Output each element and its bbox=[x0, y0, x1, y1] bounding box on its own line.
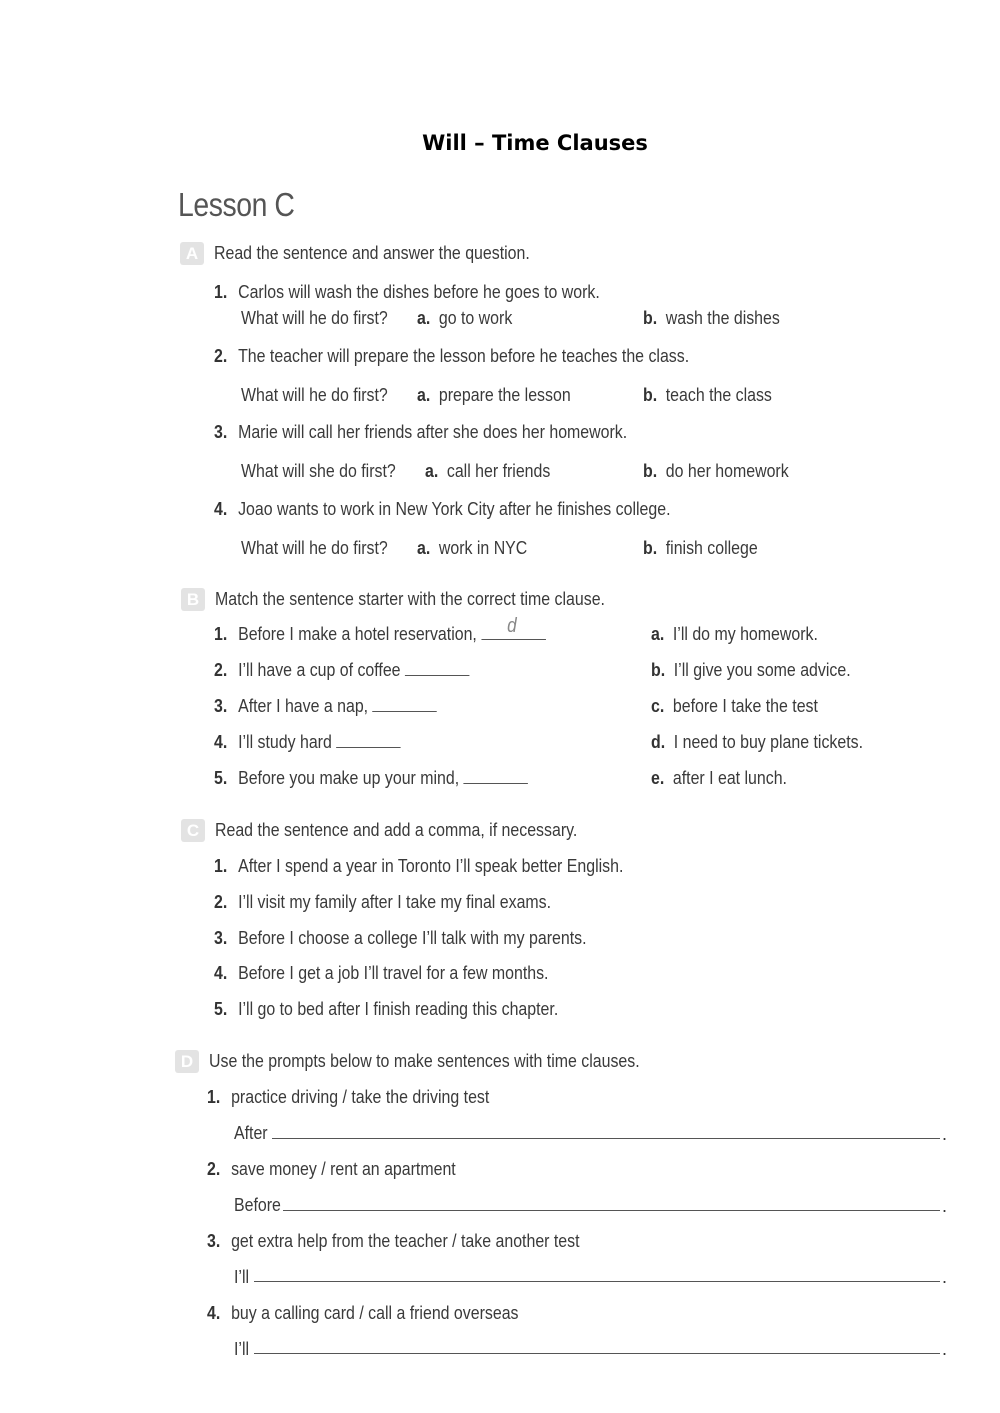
section-b-instruction: Match the sentence starter with the correct time clause. bbox=[215, 588, 605, 609]
c-item-2: 2. I’ll visit my family after I take my final exams. bbox=[214, 891, 552, 912]
d-item-1-starter: After bbox=[234, 1122, 268, 1143]
c-item-3: 3. Before I choose a college I’ll talk with my parents. bbox=[214, 927, 587, 948]
a-item-1-question: What will he do first? bbox=[241, 307, 388, 328]
b-left-5: 5. Before you make up your mind, bbox=[214, 767, 528, 789]
b-right-c: c. before I take the test bbox=[651, 695, 818, 716]
d-item-3-prompt: 3. get extra help from the teacher / take another test bbox=[207, 1230, 580, 1251]
b-right-a: a. I’ll do my homework. bbox=[651, 623, 818, 644]
a-item-4-sentence: 4. Joao wants to work in New York City after he finishes college. bbox=[214, 498, 671, 519]
c-item-4: 4. Before I get a job I’ll travel for a few months. bbox=[214, 962, 549, 983]
d-item-3-answer-line[interactable] bbox=[254, 1281, 940, 1282]
d-item-4-starter: I’ll bbox=[234, 1338, 250, 1359]
d-item-3-period: . bbox=[942, 1267, 948, 1287]
b-left-1: 1. Before I make a hotel reservation, d bbox=[214, 623, 546, 645]
section-a-instruction: Read the sentence and answer the question. bbox=[214, 242, 530, 263]
b-blank-4[interactable] bbox=[336, 731, 401, 748]
b-blank-3[interactable] bbox=[373, 695, 438, 712]
d-item-3-starter: I’ll bbox=[234, 1266, 250, 1287]
c-item-1: 1. After I spend a year in Toronto I’ll speak better English. bbox=[214, 855, 624, 876]
d-item-2-answer-line[interactable] bbox=[283, 1210, 940, 1211]
d-item-2-starter: Before bbox=[234, 1194, 281, 1215]
d-item-1-answer-line[interactable] bbox=[272, 1138, 940, 1139]
c-item-5: 5. I’ll go to bed after I finish reading this chapter. bbox=[214, 998, 559, 1019]
a-item-1-option-a[interactable]: a. go to work bbox=[417, 307, 513, 328]
d-item-4-period: . bbox=[942, 1339, 948, 1359]
b-left-3: 3. After I have a nap, bbox=[214, 695, 437, 717]
a-item-2-option-b[interactable]: b. teach the class bbox=[643, 384, 772, 405]
a-item-4-question: What will he do first? bbox=[241, 537, 388, 558]
a-item-1-sentence: 1. Carlos will wash the dishes before he goes to work. bbox=[214, 281, 600, 302]
a-item-3-option-a[interactable]: a. call her friends bbox=[425, 460, 551, 481]
a-item-4-option-a[interactable]: a. work in NYC bbox=[417, 537, 528, 558]
section-d-instruction: Use the prompts below to make sentences with time clauses. bbox=[209, 1050, 640, 1071]
b-right-e: e. after I eat lunch. bbox=[651, 767, 787, 788]
a-item-2-question: What will he do first? bbox=[241, 384, 388, 405]
b-left-4: 4. I’ll study hard bbox=[214, 731, 401, 753]
a-item-3-sentence: 3. Marie will call her friends after she does her homework. bbox=[214, 421, 628, 442]
d-item-1-period: . bbox=[942, 1124, 948, 1144]
lesson-heading: Lesson C bbox=[178, 186, 295, 223]
a-item-2-sentence: 2. The teacher will prepare the lesson before he teaches the class. bbox=[214, 345, 690, 366]
b-right-d: d. I need to buy plane tickets. bbox=[651, 731, 864, 752]
d-item-1-prompt: 1. practice driving / take the driving test bbox=[207, 1086, 490, 1107]
d-item-4-answer-line[interactable] bbox=[254, 1353, 940, 1354]
d-item-4-prompt: 4. buy a calling card / call a friend overseas bbox=[207, 1302, 519, 1323]
a-item-3-option-b[interactable]: b. do her homework bbox=[643, 460, 789, 481]
b-left-2: 2. I’ll have a cup of coffee bbox=[214, 659, 469, 681]
section-d-badge: D bbox=[175, 1050, 199, 1073]
b-right-b: b. I’ll give you some advice. bbox=[651, 659, 851, 680]
a-item-2-option-a[interactable]: a. prepare the lesson bbox=[417, 384, 571, 405]
worksheet-title: Will – Time Clauses bbox=[422, 131, 648, 155]
a-item-1-option-b[interactable]: b. wash the dishes bbox=[643, 307, 780, 328]
a-item-3-question: What will she do first? bbox=[241, 460, 396, 481]
section-c-badge: C bbox=[181, 819, 205, 842]
b-blank-2[interactable] bbox=[405, 659, 470, 676]
d-item-2-period: . bbox=[942, 1196, 948, 1216]
d-item-2-prompt: 2. save money / rent an apartment bbox=[207, 1158, 456, 1179]
b-blank-1[interactable]: d bbox=[481, 623, 545, 640]
section-c-instruction: Read the sentence and add a comma, if necessary. bbox=[215, 819, 578, 840]
section-b-badge: B bbox=[181, 588, 205, 611]
a-item-4-option-b[interactable]: b. finish college bbox=[643, 537, 758, 558]
b-blank-5[interactable] bbox=[464, 767, 529, 784]
section-a-badge: A bbox=[180, 242, 204, 265]
